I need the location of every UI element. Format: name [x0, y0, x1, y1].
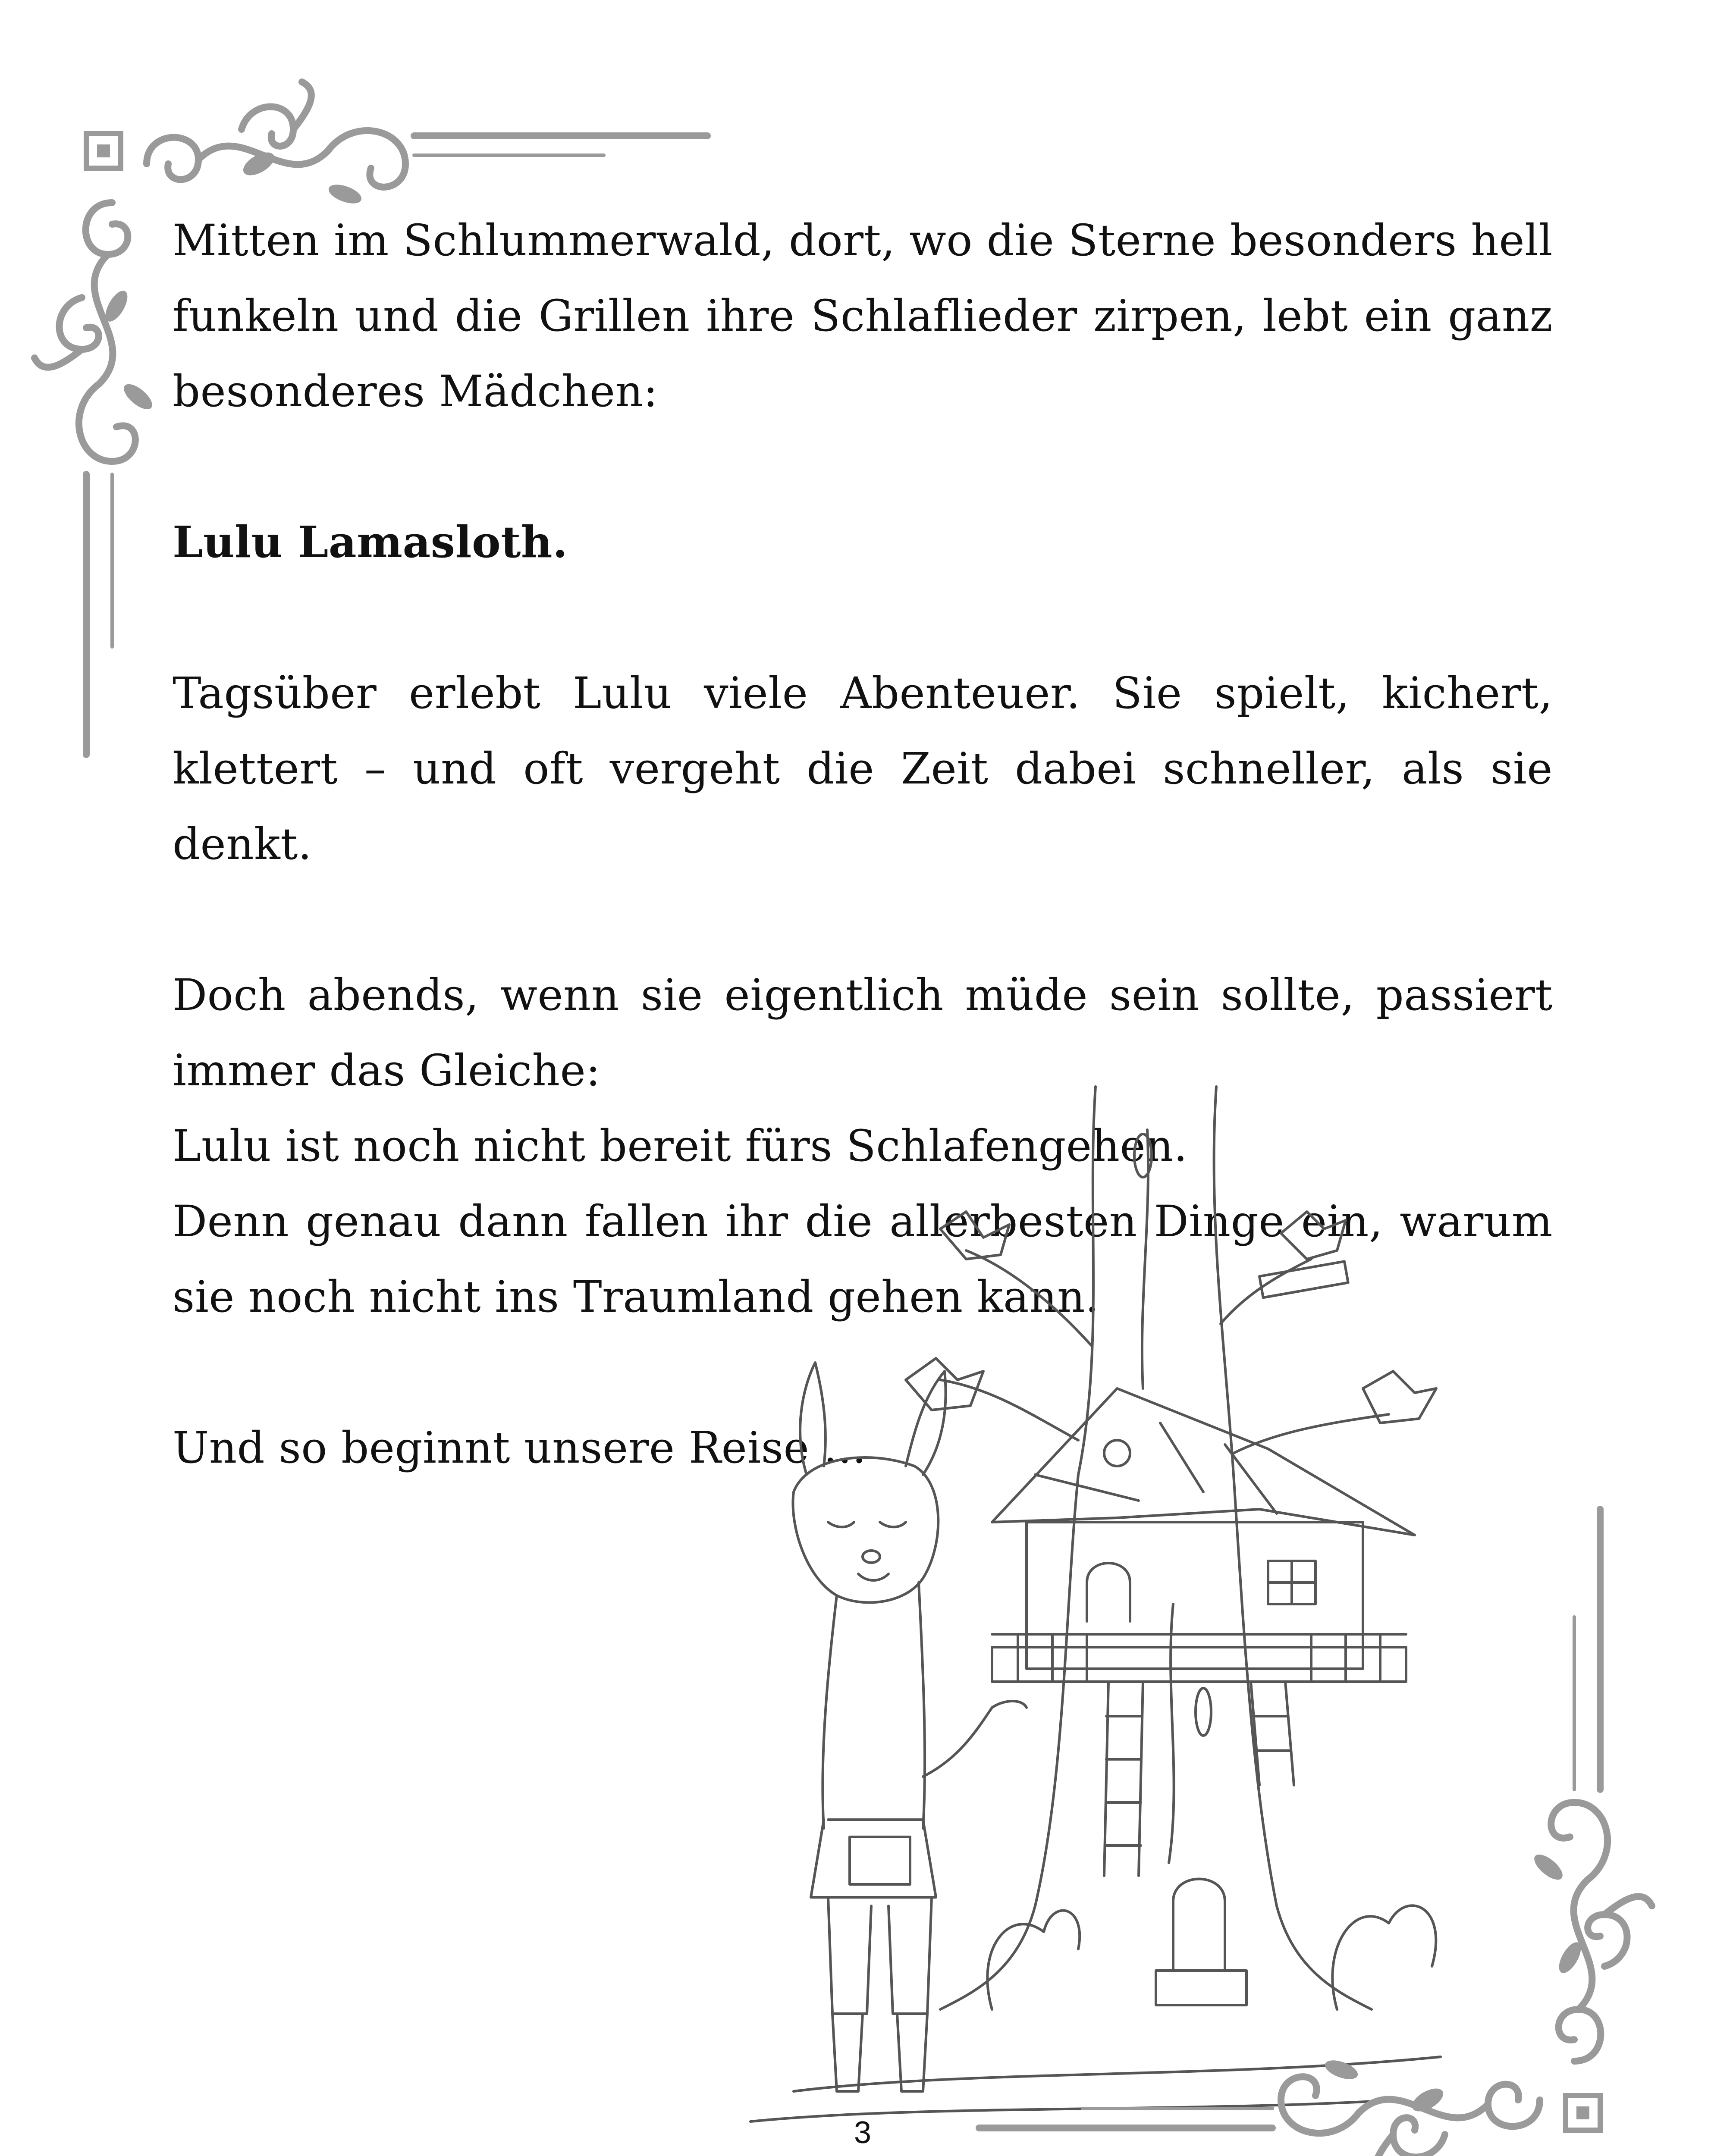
paragraph-adventures: Tagsüber erlebt Lulu viele Abenteuer. Sie spielt, kichert, klettert – und oft vergeht die Zeit dabei schneller, als sie denkt.	[173, 668, 1553, 869]
paragraph-evening: Doch abends, wenn sie eigentlich müde sein sollte, passiert immer das Gleiche:	[173, 970, 1553, 1096]
paragraph-best-ideas: Denn genau dann fallen ihr die allerbesten Dinge ein, warum sie noch nicht ins Traumland gehen kann.	[173, 1196, 1553, 1322]
corner-ornament-bottom-right-icon	[970, 1501, 1669, 2156]
page-number: 3	[854, 2115, 872, 2150]
paragraph-journey: Und so beginnt unsere Reise …	[173, 1423, 867, 1473]
character-name: Lulu Lamasloth.	[173, 517, 568, 567]
paragraph-intro: Mitten im Schlummerwald, dort, wo die Sterne besonders hell funkeln und die Grillen ihre Schlaflieder zirpen, lebt ein ganz besonderes Mädchen:	[173, 215, 1553, 417]
paragraph-not-ready: Lulu ist noch nicht bereit fürs Schlafengehen.	[173, 1121, 1188, 1171]
